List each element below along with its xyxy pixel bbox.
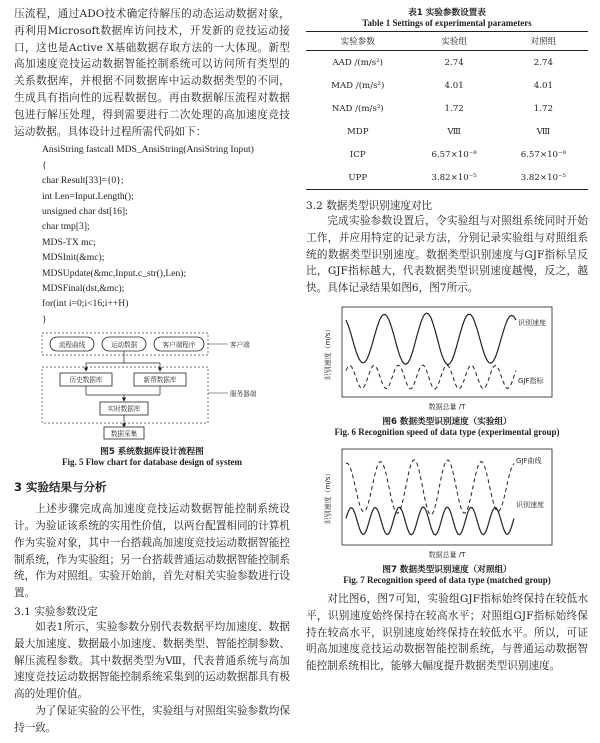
motion-data-label: 运动数据 bbox=[110, 341, 138, 350]
table-header-cell: 对照组 bbox=[499, 32, 588, 51]
parameters-table bbox=[306, 31, 588, 190]
fig5-caption-cn: 图5 系统数据库设计流程图 bbox=[100, 447, 204, 458]
history-db-label: 历史数据库 bbox=[69, 376, 103, 385]
server-side-label: 服务器端 bbox=[230, 390, 257, 399]
code-line: char tmp[3]; bbox=[42, 221, 90, 233]
subsection-31-paragraph: 如表1所示，实验参数分别代表数据平均加速度、数据最大加速度、数据最小加速度、数据类型、智能控制参数、解压流程参数。其中数据类型为Ⅷ，代表普通系统与高加速度竞技运动数据智能控制系统采集到的运动数据都具有极高的处理价值。 bbox=[14, 621, 290, 701]
table-header-cell: 实验参数 bbox=[306, 32, 410, 51]
client-side-label: 客户端 bbox=[230, 341, 250, 350]
code-line: AnsiString fastcall MDS_AnsiString(AnsiString Input) bbox=[42, 144, 254, 156]
fig7-caption-cn: 图7 数据类型识别速度（对照组） bbox=[382, 564, 512, 575]
table-row bbox=[306, 97, 588, 120]
realtime-db-label: 实时数据库 bbox=[107, 405, 141, 414]
fig6-series-gjf bbox=[346, 365, 516, 389]
flowchart-figure bbox=[14, 331, 290, 441]
fig5-caption-en: Fig. 5 Flow chart for database design of system bbox=[61, 457, 243, 468]
fig7-caption-en: Fig. 7 Recognition speed of data type (matched group) bbox=[343, 574, 551, 585]
table-cell: 2.74 bbox=[533, 57, 553, 68]
table-row bbox=[306, 143, 588, 166]
fig6-chart bbox=[306, 303, 588, 415]
code-line: { bbox=[42, 159, 47, 171]
fairness-paragraph: 为了保证实验的公平性，实验组与对照组实验参数均保持一致。 bbox=[14, 705, 290, 734]
subsection-32-paragraph: 完成实验参数设置后，令实验组与对照组系统同时开始工作，并应用特定的记录方法，分别记录实验组与对照组系统的数据类型识别速度。数据类型识别速度与GJF指标呈反比，GJF指标越大，代表数据类型识别速度越慢，反之，越快。具体记录结果如图6，图7所示。 bbox=[306, 215, 588, 295]
fig6-caption-en: Fig. 6 Recognition speed of data type (experimental group) bbox=[334, 426, 560, 437]
code-line: MDS-TX mc; bbox=[42, 236, 96, 248]
fig6-ylabel: 识别速度（m/s） bbox=[324, 325, 332, 381]
fig6-legend-gjf: GJF指标 bbox=[518, 376, 544, 385]
fig7-legend-gjf: GJF曲线 bbox=[516, 456, 542, 465]
table-header-row bbox=[306, 32, 588, 51]
subsection-32-title: 3.2 数据类型识别速度对比 bbox=[306, 200, 433, 212]
table1-title-en: Table 1 Settings of experimental parameters bbox=[362, 18, 532, 28]
fig7-legend-speed: 识别速度 bbox=[516, 500, 544, 509]
code-line: unsigned char dst[16]; bbox=[42, 206, 128, 217]
fig6-legend-speed: 识别速度 bbox=[518, 318, 546, 327]
flow-curve-label: 流程曲线 bbox=[58, 341, 86, 350]
table-cell: Ⅷ bbox=[447, 126, 461, 137]
table-cell: 4.01 bbox=[444, 80, 464, 91]
table-cell: ICP bbox=[349, 149, 366, 160]
table-cell: NAD /(m/s²) bbox=[331, 103, 384, 114]
conclusion-paragraph: 对比图6，图7可知，实验组GJF指标始终保持在较低水平，识别速度始终保持在较高水平；对照组GJF指标始终保持在较高水平，识别速度始终保持在较低水平。所以，可证明高加速度竞技运动数据智能控制系统，与普通运动数据智能控制系统相比，能够大幅度提升数据类型识别速度。 bbox=[306, 592, 588, 673]
code-line: MDSFinal(dst,&mc); bbox=[42, 283, 125, 295]
table-cell: 1.72 bbox=[533, 103, 553, 114]
fig6-series-speed bbox=[346, 313, 516, 364]
code-line: } bbox=[42, 313, 47, 325]
table-cell: MAD /(m/s²) bbox=[331, 80, 385, 91]
table-cell: 2.74 bbox=[444, 57, 464, 68]
client-program-label: 客户端程序 bbox=[162, 341, 196, 350]
table-header-cell: 实验组 bbox=[410, 32, 499, 51]
section-title: 3 实验结果与分析 bbox=[14, 480, 107, 495]
subsection-31-title: 3.1 实验参数设定 bbox=[14, 606, 98, 619]
table-row bbox=[306, 51, 588, 75]
code-line: int Len=Input.Length(); bbox=[42, 190, 134, 202]
table-cell: 6.57×10⁻⁸ bbox=[520, 149, 566, 160]
table-cell: 3.82×10⁻⁵ bbox=[499, 166, 588, 190]
data-collect-label: 数据采集 bbox=[110, 430, 138, 439]
table-cell: MDP bbox=[347, 126, 369, 137]
code-block bbox=[42, 142, 290, 327]
table-cell: 4.01 bbox=[533, 80, 553, 91]
table-cell: Ⅷ bbox=[536, 126, 551, 137]
section-paragraph: 上述步骤完成高加速度竞技运动数据智能控制系统设计。为验证该系统的实用性价值，以两台配置相同的计算机作为实验对象，其中一台搭载高加速度竞技运动数据智能控制系统，作为实验组；另一台搭载普通运动数据智能控制系统，作为对照组。实验开始前，首先对相关实验参数进行设置。 bbox=[14, 503, 290, 600]
table-row bbox=[306, 74, 588, 97]
fig7-xlabel: 数据总量 /T bbox=[428, 550, 466, 559]
fig7-chart bbox=[306, 445, 588, 563]
left-column bbox=[14, 6, 290, 737]
fig6-caption-cn: 图6 数据类型识别速度（实验组） bbox=[382, 416, 512, 427]
fig7-ylabel: 识别速度（m/s） bbox=[324, 469, 332, 525]
table1-title-cn: 表1 实验参数设置表 bbox=[408, 8, 486, 18]
code-line: MDSInit(&mc); bbox=[42, 252, 105, 264]
fig7-series-gjf bbox=[346, 460, 514, 515]
new-db-label: 新帮数据库 bbox=[143, 376, 177, 385]
table-cell: UPP bbox=[306, 166, 410, 190]
table-row bbox=[306, 166, 588, 190]
code-line: char Result[33]={0}; bbox=[42, 175, 124, 187]
fig7-series-speed bbox=[346, 507, 514, 535]
intro-paragraph: 压流程，通过ADO技术确定待解压的动态运动数据对象，再利用Microsoft数据库访问技术，开发新的竞技运动接口，这也是Active X基础数据存取方法的一大体现。新型高加速度竞技运动数据智能控制系统可以访问所有类型的关系数据库，并根据不同数据库中运动数据类型的不同，生成具有指向性的远程数据包。再由数据解压流程对数据包进行解压处理，得到需要进行二次处理的高加速度竞技运动数据。具体设计过程所需代码如下： bbox=[14, 8, 290, 138]
table-cell: 6.57×10⁻⁸ bbox=[431, 149, 477, 160]
table-cell: 3.82×10⁻⁵ bbox=[410, 166, 499, 190]
right-column bbox=[306, 6, 588, 675]
table-cell: 1.72 bbox=[444, 103, 464, 114]
code-line: for(int i=0;i<16;i++H) bbox=[42, 298, 129, 310]
table-cell: AAD /(m/s²) bbox=[332, 57, 384, 68]
fig6-xlabel: 数据总量 /T bbox=[428, 402, 466, 411]
table-row bbox=[306, 120, 588, 143]
code-line: MDSUpdate(&mc,Input.c_str(),Len); bbox=[42, 267, 187, 279]
